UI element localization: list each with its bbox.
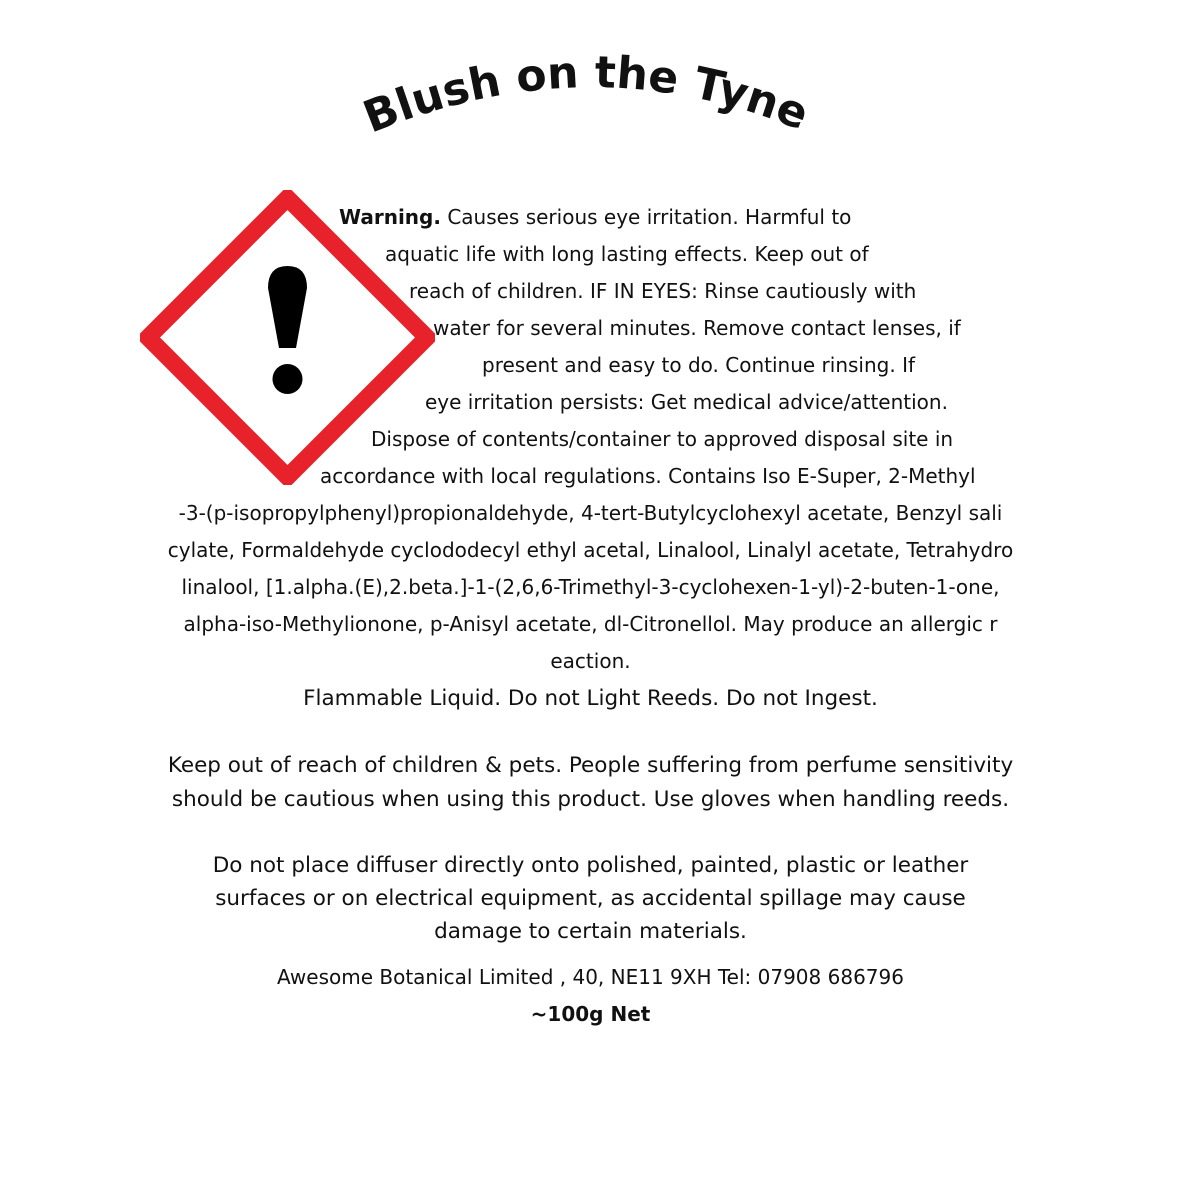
product-title-text <box>357 47 816 143</box>
flammable-notice: Flammable Liquid. Do not Light Reeds. Do not Ingest. <box>303 686 878 711</box>
surface-notice-line-3: damage to certain materials. <box>434 919 747 944</box>
warning-line-7: Dispose of contents/container to approved disposal site in <box>371 427 954 451</box>
exclamation-dot <box>273 364 303 394</box>
warning-signal-word: Warning. <box>339 205 441 229</box>
product-title <box>0 0 1181 160</box>
product-title-path: Blush on the Tyne <box>356 47 816 144</box>
ingredients-line-3: linalool, [1.alpha.(E),2.beta.]-1-(2,6,6-Trimethyl-3-cyclohexen-1-yl)-2-buten-1-one, <box>181 575 1000 599</box>
warning-line-4: water for several minutes. Remove contact lenses, if <box>433 316 961 340</box>
surface-notice-line-2: surfaces or on electrical equipment, as accidental spillage may cause <box>215 886 966 911</box>
warning-line-5: present and easy to do. Continue rinsing. If <box>482 353 916 377</box>
surface-notice-line-1: Do not place diffuser directly onto polished, painted, plastic or leather <box>212 853 969 878</box>
ingredients-line-2: cylate, Formaldehyde cyclododecyl ethyl acetal, Linalool, Linalyl acetate, Tetrahydro <box>167 538 1014 562</box>
children-notice-line-1: Keep out of reach of children & pets. People suffering from perfume sensitivity <box>167 753 1014 778</box>
warning-line-1-text: Causes serious eye irritation. Harmful to <box>447 205 852 229</box>
company-details: Awesome Botanical Limited , 40, NE11 9XH Tel: 07908 686796 <box>277 965 904 989</box>
warning-line-1 <box>339 205 851 229</box>
warning-line-8: accordance with local regulations. Contains Iso E-Super, 2-Methyl <box>320 464 976 488</box>
ingredients-line-1: -3-(p-isopropylphenyl)propionaldehyde, 4-tert-Butylcyclohexyl acetate, Benzyl sali <box>178 501 1003 525</box>
children-notice-line-2: should be cautious when using this product. Use gloves when handling reeds. <box>171 787 1010 812</box>
warning-line-6: eye irritation persists: Get medical advice/attention. <box>425 390 948 414</box>
warning-line-2: aquatic life with long lasting effects. Keep out of <box>385 242 869 266</box>
ingredients-line-5: eaction. <box>550 649 631 673</box>
net-weight: ~100g Net <box>530 1002 651 1026</box>
warning-line-3: reach of children. IF IN EYES: Rinse cautiously with <box>409 279 917 303</box>
ingredients-line-4: alpha-iso-Methylionone, p-Anisyl acetate, dl-Citronellol. May produce an allergic r <box>183 612 998 636</box>
